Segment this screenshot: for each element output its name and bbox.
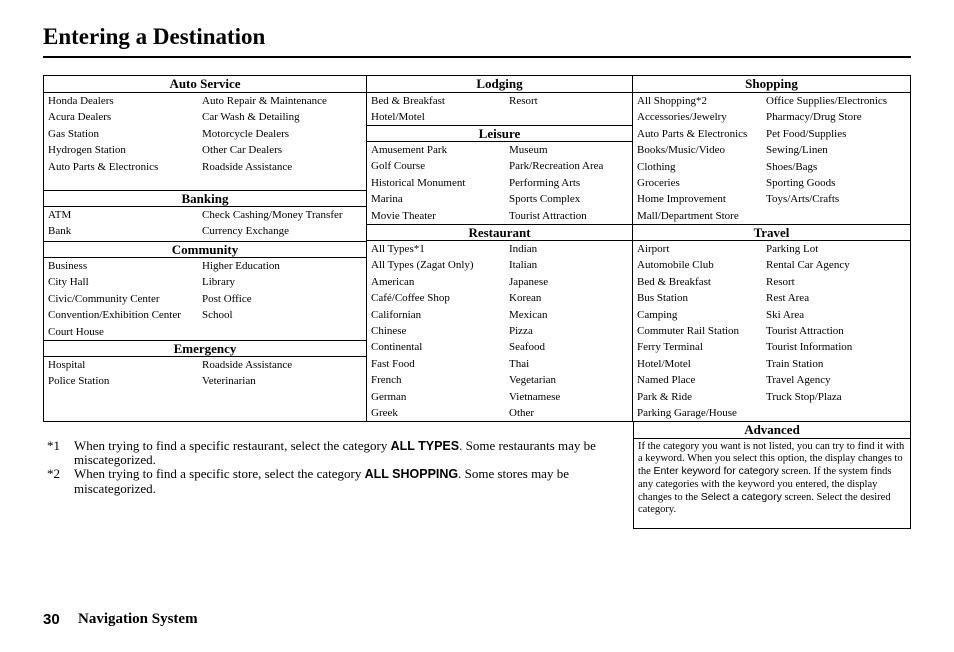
- category-item: Pet Food/Supplies: [766, 127, 847, 140]
- category-item: Sports Complex: [509, 193, 581, 206]
- category-item: Korean: [509, 292, 542, 305]
- column-left: [43, 75, 367, 422]
- category-row: [633, 191, 910, 207]
- category-item: Library: [202, 276, 235, 289]
- category-item: Golf Course: [371, 160, 426, 173]
- category-item: Tourist Attraction: [766, 324, 844, 337]
- section-heading-restaurant: Restaurant: [367, 224, 632, 241]
- section-heading-auto-service: Auto Service: [44, 76, 366, 93]
- category-item: Ferry Terminal: [637, 341, 703, 354]
- category-row: [44, 258, 366, 274]
- category-row: [633, 356, 910, 372]
- category-item: Bank: [48, 225, 72, 238]
- category-item: Seafood: [509, 341, 546, 354]
- footnote: [47, 439, 629, 467]
- category-row: [633, 241, 910, 257]
- category-row: [367, 323, 632, 339]
- category-item: All Types (Zagat Only): [371, 259, 474, 272]
- category-item: Tourist Attraction: [509, 209, 587, 222]
- category-item: Camping: [637, 308, 678, 321]
- section-heading-travel: Travel: [633, 224, 910, 241]
- category-row: [367, 307, 632, 323]
- category-row: [633, 339, 910, 355]
- category-row: [367, 93, 632, 109]
- category-item: Marina: [371, 193, 403, 206]
- category-row: [633, 142, 910, 158]
- section-heading-leisure: Leisure: [367, 125, 632, 142]
- category-item: Vietnamese: [509, 390, 561, 403]
- rows-restaurant: [367, 241, 632, 421]
- category-row: [633, 159, 910, 175]
- category-row: [633, 257, 910, 273]
- category-item: Toys/Arts/Crafts: [766, 193, 840, 206]
- category-item: Hotel/Motel: [637, 357, 691, 370]
- category-row: [367, 389, 632, 405]
- category-row: [633, 372, 910, 388]
- rows-community: [44, 258, 366, 340]
- rows-shopping: [633, 93, 910, 224]
- category-item: Continental: [371, 341, 423, 354]
- category-row: [44, 109, 366, 125]
- category-item: Chinese: [371, 324, 407, 337]
- category-item: American: [371, 275, 415, 288]
- category-row: [44, 126, 366, 142]
- section-heading-advanced: Advanced: [634, 422, 910, 439]
- category-item: Hospital: [48, 359, 86, 371]
- advanced-description: [638, 441, 906, 516]
- category-row: [367, 274, 632, 290]
- footnote: [47, 467, 629, 495]
- rows-emergency: [44, 357, 366, 390]
- category-row: [367, 339, 632, 355]
- category-item: French: [371, 374, 402, 387]
- advanced-screen-name: Select a category: [700, 490, 782, 503]
- category-item: Performing Arts: [509, 176, 581, 189]
- category-item: Check Cashing/Money Transfer: [202, 209, 343, 221]
- footnote-mark: *1: [47, 438, 60, 453]
- category-item: Truck Stop/Plaza: [766, 390, 842, 403]
- category-item: Higher Education: [202, 260, 280, 272]
- category-row: [633, 126, 910, 142]
- category-item: Tourist Information: [766, 341, 853, 354]
- category-item: Airport: [637, 243, 670, 255]
- advanced-text-part: If the category you want is not listed, you can try to find it with a keyword. When you select this option, the display changes to the: [638, 441, 905, 478]
- category-row: [367, 109, 632, 125]
- category-item: Automobile Club: [637, 259, 714, 272]
- category-item: City Hall: [48, 276, 89, 289]
- rows-lodging: [367, 93, 632, 126]
- footnote-mark: *2: [47, 466, 60, 482]
- page-footer-label: Navigation System: [78, 611, 198, 627]
- category-item: Café/Coffee Shop: [371, 292, 450, 305]
- category-item: Movie Theater: [371, 209, 436, 222]
- category-item: Rental Car Agency: [766, 259, 850, 272]
- footnote-text-part: When trying to find a specific store, select the category: [74, 466, 365, 482]
- category-row: [633, 208, 910, 224]
- column-middle: [367, 75, 633, 422]
- category-row: [44, 93, 366, 109]
- category-item: Home Improvement: [637, 193, 726, 206]
- section-heading-lodging: Lodging: [367, 76, 632, 93]
- category-item: Post Office: [202, 292, 252, 305]
- title-divider: [43, 56, 911, 58]
- category-row: [44, 307, 366, 323]
- footnote-text: [74, 439, 629, 467]
- category-item: ATM: [48, 209, 72, 221]
- category-item: Hydrogen Station: [48, 144, 126, 157]
- category-row: [44, 159, 366, 175]
- category-item: All Shopping*2: [637, 95, 707, 107]
- category-item: Amusement Park: [371, 144, 448, 156]
- rows-leisure: [367, 142, 632, 224]
- column-right: [633, 75, 911, 422]
- category-row: [367, 208, 632, 224]
- category-item: Train Station: [766, 357, 824, 370]
- category-item: Acura Dealers: [48, 111, 112, 124]
- category-item: Rest Area: [766, 292, 810, 305]
- category-item: Sewing/Linen: [766, 144, 828, 157]
- category-row: [633, 274, 910, 290]
- section-heading-emergency: Emergency: [44, 340, 366, 357]
- category-row: [633, 389, 910, 405]
- category-item: Bed & Breakfast: [637, 275, 711, 288]
- category-row: [44, 291, 366, 307]
- category-row: [633, 109, 910, 125]
- category-item: Mall/Department Store: [637, 209, 739, 222]
- category-item: Resort: [509, 95, 538, 107]
- category-item: Pizza: [509, 324, 533, 337]
- section-heading-community: Community: [44, 241, 366, 258]
- category-row: [367, 241, 632, 257]
- page-number: 30: [43, 611, 60, 628]
- category-item: Gas Station: [48, 127, 100, 140]
- category-item: School: [202, 309, 233, 322]
- category-row: [633, 405, 910, 421]
- category-item: Parking Lot: [766, 243, 819, 255]
- category-item: Shoes/Bags: [766, 160, 818, 173]
- category-row: [367, 191, 632, 207]
- category-row: [367, 257, 632, 273]
- category-item: Park & Ride: [637, 390, 692, 403]
- category-item: Historical Monument: [371, 176, 466, 189]
- category-item: Auto Parts & Electronics: [48, 160, 159, 173]
- category-item: Civic/Community Center: [48, 292, 160, 305]
- category-item: Travel Agency: [766, 374, 831, 387]
- category-row: [367, 405, 632, 421]
- category-row: [44, 373, 366, 389]
- section-heading-banking: Banking: [44, 190, 366, 207]
- footnote-text: [74, 467, 629, 495]
- category-item: Named Place: [637, 374, 696, 387]
- category-item: Clothing: [637, 160, 676, 173]
- category-item: Thai: [509, 357, 530, 370]
- category-item: Bus Station: [637, 292, 689, 305]
- category-item: Pharmacy/Drug Store: [766, 111, 862, 124]
- category-row: [44, 324, 366, 340]
- category-row: [367, 356, 632, 372]
- footnote-keyword: ALL TYPES: [390, 439, 460, 453]
- category-row: [44, 223, 366, 239]
- category-item: Ski Area: [766, 308, 805, 321]
- category-item: Accessories/Jewelry: [637, 111, 727, 124]
- category-item: Auto Parts & Electronics: [637, 127, 748, 140]
- footnote-text-part: When trying to find a specific restaurant, select the category: [74, 438, 391, 453]
- advanced-text-part: screen. Select the desired category.: [638, 491, 891, 516]
- category-item: Groceries: [637, 176, 680, 189]
- footnote-text-part: . Some stores may be miscategorized.: [74, 466, 569, 496]
- footnote-keyword: ALL SHOPPING: [364, 467, 459, 482]
- category-item: Parking Garage/House: [637, 406, 737, 419]
- category-item: Italian: [509, 259, 538, 272]
- category-item: Indian: [509, 243, 538, 255]
- category-row: [367, 372, 632, 388]
- category-item: Convention/Exhibition Center: [48, 309, 181, 322]
- category-row: [633, 307, 910, 323]
- category-row: [44, 142, 366, 158]
- category-row: [367, 158, 632, 174]
- category-row: [44, 274, 366, 290]
- section-heading-shopping: Shopping: [633, 76, 910, 93]
- category-row: [367, 175, 632, 191]
- category-row: [633, 323, 910, 339]
- category-item: Books/Music/Video: [637, 144, 725, 157]
- footnotes: [47, 439, 629, 496]
- category-item: Commuter Rail Station: [637, 324, 740, 337]
- category-item: Currency Exchange: [202, 225, 290, 238]
- category-item: Office Supplies/Electronics: [766, 95, 888, 107]
- category-item: Sporting Goods: [766, 176, 836, 189]
- category-item: Mexican: [509, 308, 548, 321]
- category-item: Car Wash & Detailing: [202, 111, 300, 124]
- category-item: All Types*1: [371, 243, 425, 255]
- category-item: Roadside Assistance: [202, 160, 293, 173]
- category-row: [367, 142, 632, 158]
- rows-banking: [44, 207, 366, 240]
- category-item: Greek: [371, 406, 398, 419]
- category-item: Auto Repair & Maintenance: [202, 95, 327, 107]
- category-item: Park/Recreation Area: [509, 160, 604, 173]
- advanced-text-part: screen. If the system finds any categories with the keyword you entered, the display changes to the: [638, 466, 892, 503]
- category-item: Vegetarian: [509, 374, 557, 387]
- advanced-box: [633, 422, 911, 529]
- category-row: [44, 207, 366, 223]
- category-item: Bed & Breakfast: [371, 95, 445, 107]
- category-item: Hotel/Motel: [371, 111, 425, 124]
- category-row: [367, 290, 632, 306]
- category-item: Californian: [371, 308, 422, 321]
- category-item: Resort: [766, 275, 795, 288]
- category-item: Business: [48, 260, 88, 272]
- advanced-screen-name: Enter keyword for category: [653, 465, 779, 478]
- rows-auto-service: [44, 93, 366, 175]
- category-item: Japanese: [509, 275, 549, 288]
- category-item: Other: [509, 406, 535, 419]
- category-item: Museum: [509, 144, 548, 156]
- category-item: Honda Dealers: [48, 95, 114, 107]
- category-item: Motorcycle Dealers: [202, 127, 290, 140]
- category-item: German: [371, 390, 407, 403]
- category-item: Roadside Assistance: [202, 359, 293, 371]
- rows-travel: [633, 241, 910, 421]
- category-item: Fast Food: [371, 357, 415, 370]
- category-row: [633, 175, 910, 191]
- category-item: Other Car Dealers: [202, 144, 283, 157]
- footnote-text-part: . Some restaurants may be miscategorized.: [74, 438, 596, 468]
- category-item: Veterinarian: [202, 375, 256, 388]
- category-row: [633, 290, 910, 306]
- category-item: Court House: [48, 325, 104, 338]
- category-item: Police Station: [48, 375, 110, 388]
- category-row: [633, 93, 910, 109]
- category-row: [44, 357, 366, 373]
- page-title: Entering a Destination: [43, 24, 266, 49]
